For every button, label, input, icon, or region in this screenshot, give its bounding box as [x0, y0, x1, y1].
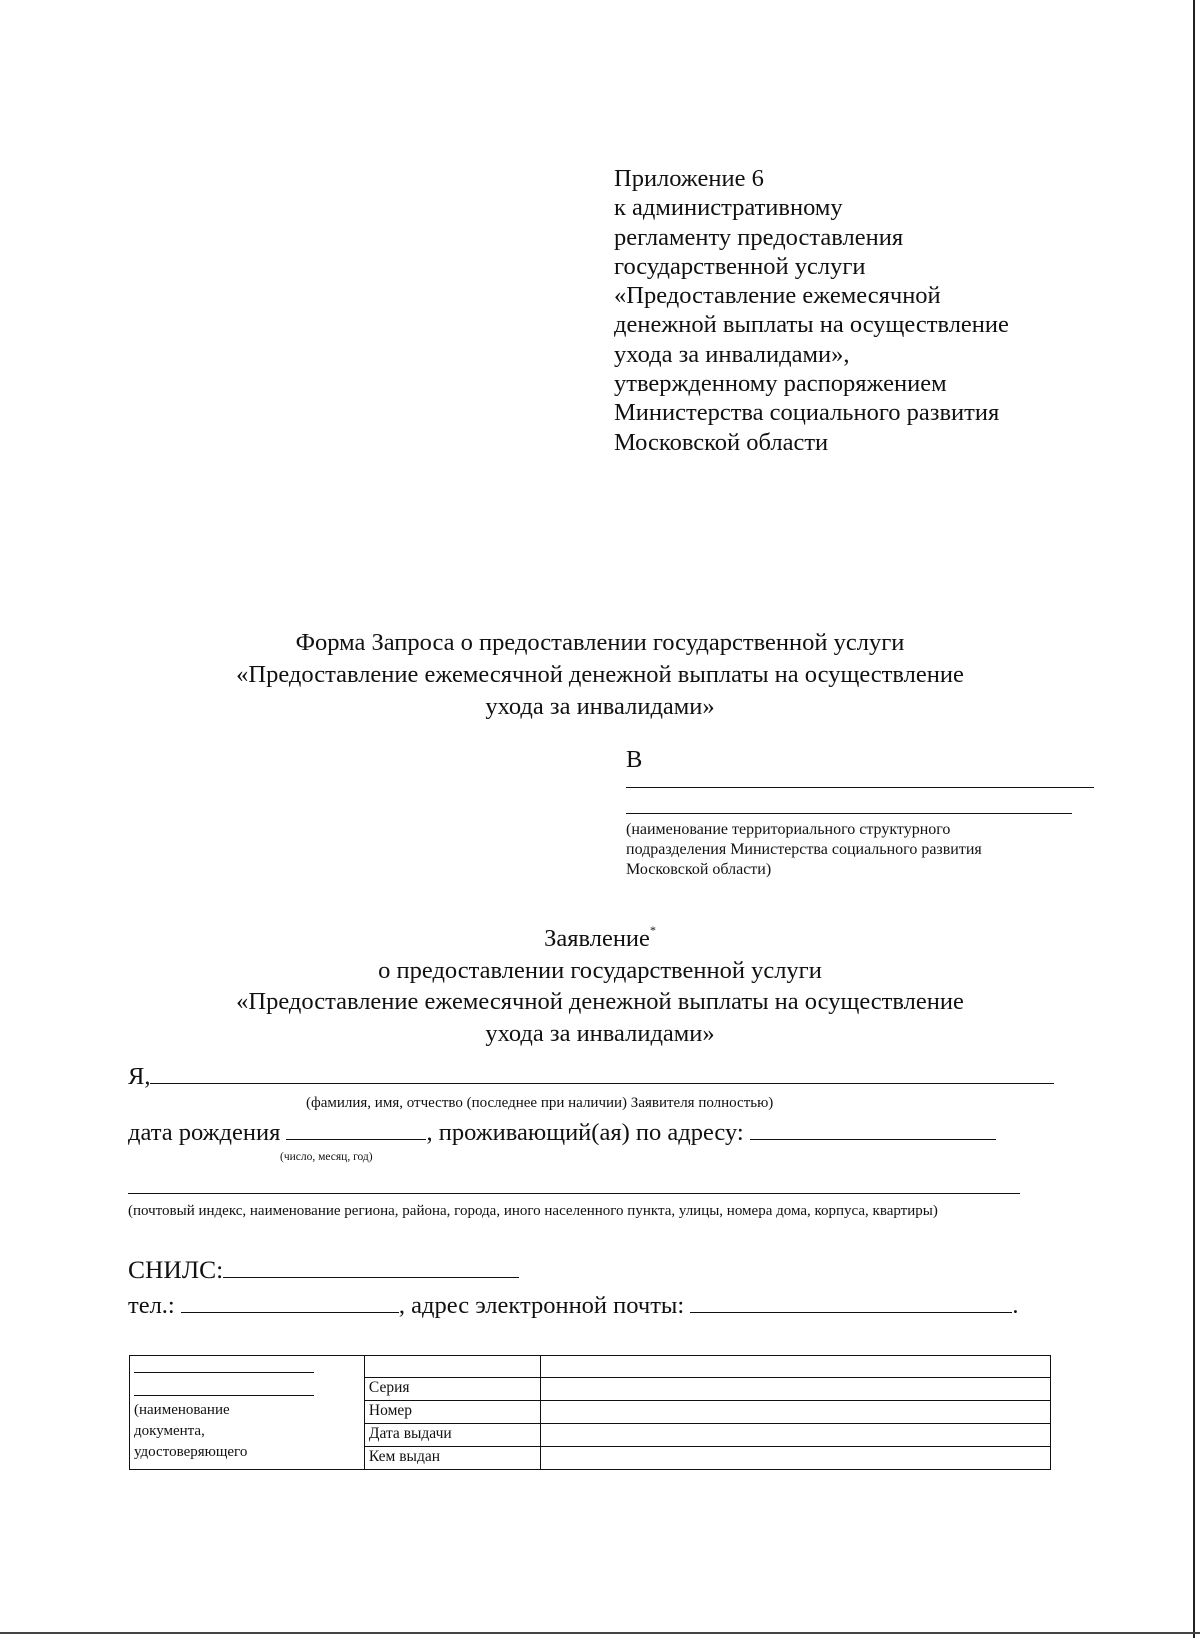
phone-field[interactable]: [181, 1290, 399, 1313]
email-end: .: [1012, 1292, 1019, 1319]
address-caption: (почтовый индекс, наименование региона, района, города, иного населенного пункта, улицы, номера дома, корпуса, квартиры): [128, 1203, 938, 1219]
statement-heading: [100, 915, 1100, 955]
phone-label: тел.:: [128, 1292, 175, 1319]
appendix-line: Министерства социального развития: [614, 399, 1000, 427]
recipient-line-2[interactable]: [626, 813, 1072, 814]
series-value[interactable]: [540, 1378, 1050, 1401]
number-label: Номер: [364, 1401, 540, 1424]
scan-edge-right: [1193, 0, 1195, 1638]
snils-field[interactable]: [223, 1255, 519, 1278]
residing-label: , проживающий(ая) по адресу:: [426, 1119, 744, 1146]
fio-field[interactable]: [150, 1061, 1054, 1084]
i-label: Я,: [128, 1063, 151, 1090]
fio-caption: (фамилия, имя, отчество (последнее при наличии) Заявителя полностью): [306, 1095, 774, 1111]
statement-line: ухода за инвалидами»: [485, 1019, 715, 1047]
appendix-line: регламенту предоставления: [614, 223, 904, 251]
appendix-line: государственной услуги: [614, 252, 866, 280]
appendix-line: к административному: [614, 194, 843, 222]
number-value[interactable]: [540, 1401, 1050, 1424]
recipient-line-1[interactable]: [626, 787, 1094, 788]
doc-caption-line: документа,: [134, 1423, 205, 1439]
statement-title: [100, 915, 1100, 1049]
recipient-block: [626, 745, 1096, 880]
fio-row: [128, 1061, 1054, 1092]
birth-label: дата рождения: [128, 1119, 281, 1146]
series-label: Серия: [364, 1378, 540, 1401]
statement-line: «Предоставление ежемесячной денежной выплаты на осуществление: [236, 988, 964, 1015]
doc-caption-line: (наименование: [134, 1402, 230, 1418]
recipient-caption-line: Московской области): [626, 861, 772, 878]
email-field[interactable]: [690, 1290, 1012, 1313]
table-row: [130, 1356, 1051, 1378]
recipient-caption-line: подразделения Министерства социального развития: [626, 841, 982, 858]
birth-caption: (число, месяц, год): [280, 1151, 373, 1163]
birth-address-row: [128, 1117, 996, 1148]
recipient-letter: В: [626, 746, 643, 773]
issued-by-label: Кем выдан: [364, 1447, 540, 1470]
doc-caption-line: удостоверяющего: [134, 1444, 248, 1460]
issue-date-value[interactable]: [540, 1424, 1050, 1447]
contacts-row: [128, 1290, 1018, 1321]
form-title-line: «Предоставление ежемесячной денежной выплаты на осуществление: [236, 661, 964, 688]
issue-date-label: Дата выдачи: [364, 1424, 540, 1447]
form-title-line: ухода за инвалидами»: [485, 693, 715, 720]
appendix-line: Московской области: [614, 428, 829, 456]
footnote-mark: *: [649, 923, 656, 937]
scan-edge-bottom: [0, 1632, 1200, 1634]
snils-label: СНИЛС:: [128, 1255, 224, 1284]
address-line-2[interactable]: [128, 1193, 1020, 1194]
recipient-caption-line: (наименование территориального структурного: [626, 821, 951, 838]
statement-heading-text: Заявление: [544, 925, 650, 952]
issued-by-value[interactable]: [540, 1447, 1050, 1470]
value-cell[interactable]: [540, 1356, 1050, 1378]
id-document-table: [129, 1355, 1051, 1470]
appendix-line: «Предоставление ежемесячной: [614, 282, 941, 310]
appendix-line: денежной выплаты на осуществление: [614, 311, 1009, 339]
doc-name-line-2[interactable]: [134, 1395, 314, 1396]
snils-row: [128, 1255, 519, 1285]
recipient-caption: [626, 820, 1096, 880]
form-title: [100, 627, 1100, 723]
email-label: , адрес электронной почты:: [398, 1292, 685, 1319]
label-cell-empty: [364, 1356, 540, 1378]
appendix-line: утвержденному распоряжением: [614, 370, 947, 398]
form-title-line: Форма Запроса о предоставлении государственной услуги: [295, 629, 905, 656]
birth-date-field[interactable]: [286, 1117, 426, 1140]
doc-name-cell: [130, 1356, 365, 1470]
statement-line: о предоставлении государственной услуги: [378, 956, 822, 984]
appendix-line: Приложение 6: [614, 165, 764, 192]
appendix-header: [614, 164, 1134, 457]
appendix-line: ухода за инвалидами»,: [614, 340, 850, 368]
address-field[interactable]: [750, 1117, 996, 1140]
